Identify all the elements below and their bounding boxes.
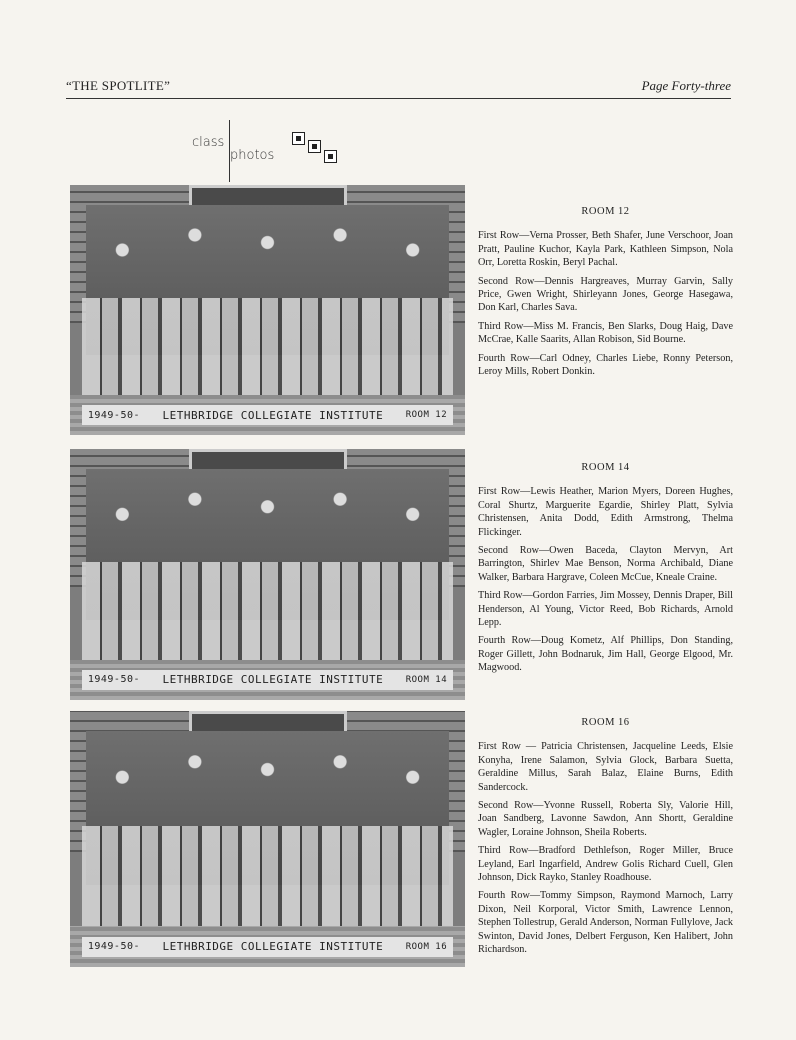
room-16-caption bbox=[478, 716, 733, 962]
row-names: First Row—Lewis Heather, Marion Myers, Doreen Hughes, Coral Shurtz, Marguerite Egardie, Shirley Platt, Sylvia Christensen, Anita Dodd, Edith Armstrong, Thelma Flickinger. bbox=[478, 486, 733, 538]
publication-title: “THE SPOTLITE” bbox=[66, 78, 171, 93]
class-photos-logo bbox=[192, 120, 352, 180]
sign-school: LETHBRIDGE COLLEGIATE INSTITUTE bbox=[162, 940, 384, 954]
row-names: Third Row—Bradford Dethlefson, Roger Miller, Bruce Leyland, Earl Ingarfield, Andrew Golis Richard Cuell, Glen Johnson, Dick Rayko, Stanley Roadhouse. bbox=[478, 845, 733, 884]
class-photo-room-16 bbox=[70, 711, 465, 967]
camera-icon bbox=[308, 140, 321, 153]
logo-word-class: class bbox=[192, 135, 225, 150]
row-names: Third Row—Gordon Farries, Jim Mossey, Dennis Draper, Bill Henderson, Al Young, Victor Reed, Bob Richards, Arnold Lepp. bbox=[478, 590, 733, 629]
class-photo-room-12 bbox=[70, 185, 465, 435]
row-names: Second Row—Owen Baceda, Clayton Mervyn, Art Barrington, Shirlev Mae Benson, Norma Archibald, Diane Walker, Barbara Hargrave, Coleen McCue, Kneale Craine. bbox=[478, 545, 733, 583]
room-title: ROOM 14 bbox=[581, 462, 630, 473]
room-12-caption bbox=[478, 205, 733, 383]
photo-sign bbox=[82, 670, 453, 690]
class-photo-room-14 bbox=[70, 449, 465, 700]
logo-word-photos: photos bbox=[230, 148, 275, 163]
row-names: Fourth Row—Doug Kometz, Alf Phillips, Don Standing, Roger Gillett, John Bodnaruk, Jim Hall, George Elgood, Mr. Magwood. bbox=[478, 635, 733, 674]
row-names: Third Row—Miss M. Francis, Ben Slarks, Doug Haig, Dave McCrae, Kalle Saarits, Allan Robison, Sid Bourne. bbox=[478, 320, 733, 346]
row-names: Second Row—Yvonne Russell, Roberta Sly, Valorie Hill, Joan Sandberg, Lavonne Sawdon, Ann Shortt, Geraldine Wagler, Loraine Johnson, Sheila Roberts. bbox=[478, 800, 733, 838]
camera-icon bbox=[324, 150, 337, 163]
sign-school: LETHBRIDGE COLLEGIATE INSTITUTE bbox=[162, 408, 384, 422]
row-names: First Row—Verna Prosser, Beth Shafer, June Verschoor, Joan Pratt, Pauline Kuchor, Kayla Park, Kathleen Simpson, Nola Orr, Loretta Roskin, Beryl Pachal. bbox=[478, 230, 733, 269]
sign-year: 1949-50- bbox=[87, 409, 141, 421]
sign-room: ROOM 16 bbox=[405, 941, 448, 952]
row-names: Fourth Row—Carl Odney, Charles Liebe, Ronny Peterson, Leroy Mills, Robert Donkin. bbox=[478, 352, 733, 378]
students-front-row bbox=[82, 298, 453, 398]
row-names: First Row — Patricia Christensen, Jacqueline Leeds, Elsie Konyha, Irene Salamon, Sylvia Glock, Barbara Suetta, Geraldine Millus, Sarah Balaz, Elaine Burns, Edith Sandercock. bbox=[478, 741, 733, 793]
room-14-caption bbox=[478, 461, 733, 680]
page-header bbox=[66, 78, 731, 99]
photo-sign bbox=[82, 405, 453, 425]
photo-sign bbox=[82, 937, 453, 957]
sign-room: ROOM 14 bbox=[405, 674, 448, 685]
sign-school: LETHBRIDGE COLLEGIATE INSTITUTE bbox=[162, 673, 384, 687]
sign-year: 1949-50- bbox=[87, 941, 141, 953]
page-number: Page Forty-three bbox=[641, 78, 731, 93]
room-title: ROOM 16 bbox=[581, 717, 630, 728]
room-title: ROOM 12 bbox=[581, 206, 630, 217]
row-names: Fourth Row—Tommy Simpson, Raymond Marnoch, Larry Dixon, Neil Korporal, Victor Smith, Lawrence Lennon, Stephen Tollestrup, Gerald Anderson, Norman Fullylove, Jack Swinton, David Jones, Delbert Ferguson, Ken Halibert, John Richardson. bbox=[478, 890, 733, 956]
sign-year: 1949-50- bbox=[87, 674, 141, 686]
row-names: Second Row—Dennis Hargreaves, Murray Garvin, Sally Price, Gwen Wright, Shirleyann Jones, George Hasegawa, Don Karl, Charles Sava. bbox=[478, 275, 733, 314]
students-front-row bbox=[82, 562, 453, 662]
sign-room: ROOM 12 bbox=[405, 410, 448, 420]
students-front-row bbox=[82, 826, 453, 928]
camera-icon bbox=[292, 132, 305, 145]
